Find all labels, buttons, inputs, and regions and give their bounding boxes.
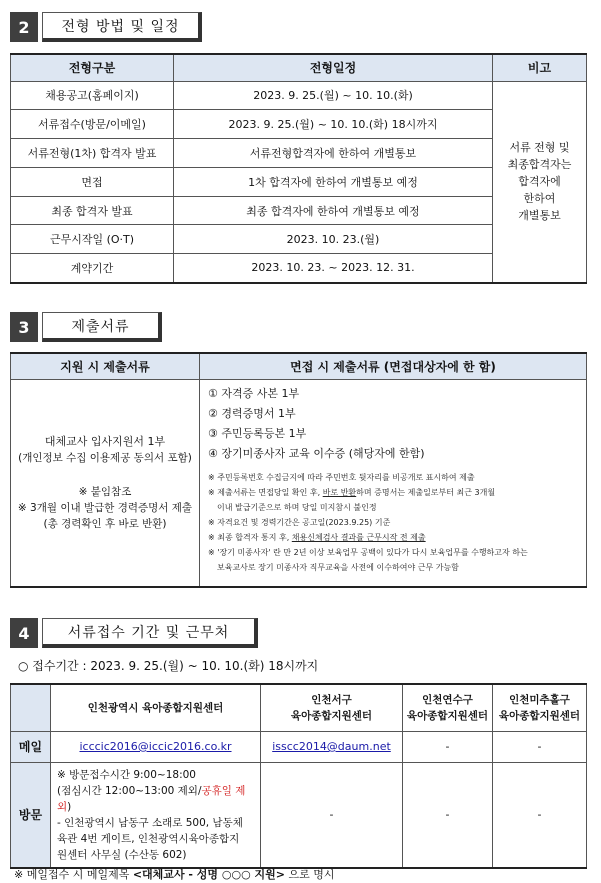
email-link[interactable]: isscc2014@daum.net xyxy=(261,731,403,762)
remarks-line: 합격자에 xyxy=(518,175,561,189)
schedule-type: 근무시작일 (O·T) xyxy=(11,225,174,254)
column-header: 인천서구 육아종합지원센터 xyxy=(261,684,403,731)
visit-cell: - xyxy=(261,762,403,868)
notes-list xyxy=(208,470,578,575)
list-item: ② 경력증명서 1부 xyxy=(208,406,296,420)
section-number: 4 xyxy=(10,618,38,648)
remarks-line: 한하여 xyxy=(523,192,556,206)
column-header: 인천미추홀구 육아종합지원센터 xyxy=(493,684,587,731)
table-header-row xyxy=(11,684,587,731)
schedule-type: 계약기간 xyxy=(11,254,174,283)
section-title: 전형 방법 및 일정 xyxy=(42,12,202,42)
schedule-type: 서류전형(1차) 합격자 발표 xyxy=(11,139,174,168)
schedule-table xyxy=(10,53,587,284)
note-line: ※ 자격요건 및 경력기간은 공고일(2023.9.25) 기준 xyxy=(208,517,391,527)
list-item: ④ 장기미종사자 교육 이수증 (해당자에 한함) xyxy=(208,446,425,460)
schedule-date: 2023. 9. 25.(월) ~ 10. 10.(화) xyxy=(174,81,493,110)
note-line: ※ 최종 합격자 통지 후, 채용신체검사 결과를 근무시작 전 제출 xyxy=(208,532,426,542)
section-number: 2 xyxy=(10,12,38,42)
column-header: 인천연수구 육아종합지원센터 xyxy=(403,684,493,731)
table-header-row xyxy=(11,54,587,81)
schedule-date: 최종 합격자에 한하여 개별통보 예정 xyxy=(174,196,493,225)
offices-table xyxy=(10,683,587,869)
schedule-date: 서류전형합격자에 한하여 개별통보 xyxy=(174,139,493,168)
section-number: 3 xyxy=(10,312,38,342)
visit-cell: - xyxy=(493,762,587,868)
column-header: 면접 시 제출서류 (면접대상자에 한 함) xyxy=(200,353,587,379)
schedule-date: 2023. 9. 25.(월) ~ 10. 10.(화) 18시까지 xyxy=(174,110,493,139)
email-subject-note: ※ 메일접수 시 메일제목 <대체교사 - 성명 ○○○ 지원> 으로 명시 xyxy=(14,868,335,881)
remarks-cell xyxy=(493,81,587,283)
section-4-header xyxy=(10,618,258,648)
remarks-line: 서류 전형 및 xyxy=(509,141,570,155)
table-row xyxy=(11,81,587,110)
schedule-type: 서류접수(방문/이메일) xyxy=(11,110,174,139)
note-line: 보육교사로 장기 미종사자 직무교육을 사전에 이수하여야 근무 가능함 xyxy=(217,562,459,572)
column-header: 인천광역시 육아종합지원센터 xyxy=(51,684,261,731)
list-item: ① 자격증 사본 1부 xyxy=(208,386,300,400)
email-cell: - xyxy=(403,731,493,762)
note-line: 이내 발급기준으로 하며 당일 미지참시 불인정 xyxy=(217,502,377,512)
schedule-date: 2023. 10. 23.(월) xyxy=(174,225,493,254)
section-2-header xyxy=(10,12,202,42)
interview-doc-list xyxy=(208,384,578,464)
application-period: ○ 접수기간 : 2023. 9. 25.(월) ~ 10. 10.(화) 18시까지 xyxy=(18,659,319,673)
column-header: 전형일정 xyxy=(174,54,493,81)
note-line: ※ '장기 미종사자' 란 만 2년 이상 보육업무 공백이 있다가 다시 보육업무를 수행하고자 하는 xyxy=(208,547,528,557)
documents-table xyxy=(10,352,587,588)
apply-doc-line: 대체교사 입사지원서 1부 xyxy=(44,434,166,448)
interview-documents xyxy=(200,379,587,587)
email-link[interactable]: icccic2016@iccic2016.co.kr xyxy=(51,731,261,762)
remarks-line: 개별통보 xyxy=(518,209,561,223)
column-header: 전형구분 xyxy=(11,54,174,81)
corner-cell xyxy=(11,684,51,731)
column-header: 지원 시 제출서류 xyxy=(11,353,200,379)
section-title: 제출서류 xyxy=(42,312,162,342)
email-cell: - xyxy=(493,731,587,762)
table-header-row xyxy=(11,353,587,379)
list-item: ③ 주민등록등본 1부 xyxy=(208,426,307,440)
apply-doc-line: (총 경력확인 후 바로 반환) xyxy=(43,517,167,530)
table-row xyxy=(11,379,587,587)
visit-cell: - xyxy=(403,762,493,868)
table-row xyxy=(11,762,587,868)
section-title: 서류접수 기간 및 근무처 xyxy=(42,618,258,648)
schedule-date: 1차 합격자에 한하여 개별통보 예정 xyxy=(174,167,493,196)
schedule-type: 최종 합격자 발표 xyxy=(11,196,174,225)
note-line: ※ 주민등록번호 수집금지에 따라 주민번호 뒷자리를 비공개로 표시하여 제출 xyxy=(208,472,475,482)
apply-doc-line: ※ 붙임참조 xyxy=(78,485,132,498)
row-header: 방문 xyxy=(11,762,51,868)
note-line: ※ 제출서류는 면접당일 확인 후, 바로 반환하며 증명서는 제출일로부터 최근 3개월 xyxy=(208,487,496,497)
remarks-line: 최종합격자는 xyxy=(507,158,572,172)
apply-doc-line: (개인정보 수집 이용제공 동의서 포함) xyxy=(18,451,192,464)
section-3-header xyxy=(10,312,162,342)
column-header: 비고 xyxy=(493,54,587,81)
schedule-date: 2023. 10. 23. ~ 2023. 12. 31. xyxy=(174,254,493,283)
table-row xyxy=(11,731,587,762)
apply-documents xyxy=(11,379,200,587)
visit-info: ※ 방문접수시간 9:00~18:00 (점심시간 12:00~13:00 제외/공휴일 제외) - 인천광역시 남동구 소래로 500, 남동체 육관 4번 게이트, 인천광역시육아종합지 원센터 사무실 (수산동 602) xyxy=(51,762,261,868)
row-header: 메일 xyxy=(11,731,51,762)
schedule-type: 채용공고(홈페이지) xyxy=(11,81,174,110)
apply-doc-line: ※ 3개월 이내 발급한 경력증명서 제출 xyxy=(17,501,193,514)
schedule-type: 면접 xyxy=(11,167,174,196)
